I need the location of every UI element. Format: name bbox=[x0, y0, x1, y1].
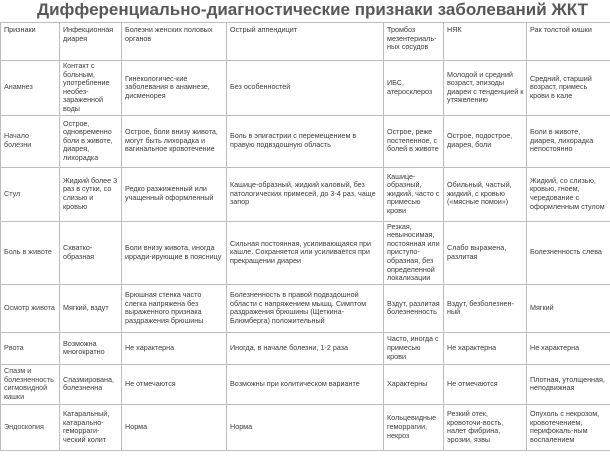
table-cell: Характерны bbox=[384, 364, 444, 404]
table-cell: Опухоль с некрозом, кровотечением, перифокаль-ным воспалением bbox=[527, 404, 610, 450]
row-label: Эндоскопия bbox=[1, 404, 60, 450]
table-row bbox=[1, 404, 610, 450]
table-cell: Жидкий, со слизью, кровью, гноем, чередование с оформленным стулом bbox=[527, 167, 610, 221]
table-cell: Норма bbox=[227, 404, 384, 450]
diagnostic-table bbox=[0, 22, 610, 451]
col-header: Острый аппендицит bbox=[227, 23, 384, 61]
col-header: Тромбоз мезентериаль-ных сосудов bbox=[384, 23, 444, 61]
col-header: Болезни женских половых органов bbox=[122, 23, 227, 61]
table-cell: Плотная, утолщенная, неподвижная bbox=[527, 364, 610, 404]
table-cell: Острое, боли внизу живота, могут быть лихорадка и вагинальное кровотечение bbox=[122, 115, 227, 167]
table-cell: Контакт с больным, употребление необез-зараженной воды bbox=[60, 61, 122, 116]
table-cell: Боли в животе, диарея, лихорадка непостоянно bbox=[527, 115, 610, 167]
table-row bbox=[1, 221, 610, 284]
col-header: Инфекционная диарея bbox=[60, 23, 122, 61]
table-cell: Спазмирована, болезненна bbox=[60, 364, 122, 404]
table-cell: Иногда, в начале болезни, 1-2 раза bbox=[227, 332, 384, 364]
row-label: Осмотр живота bbox=[1, 284, 60, 332]
table-cell: Кольцевидные геморрагии, некроз bbox=[384, 404, 444, 450]
table-cell: Болезненность слева bbox=[527, 221, 610, 284]
col-header: Рак толстой кишки bbox=[527, 23, 610, 61]
row-label: Начало болезни bbox=[1, 115, 60, 167]
table-cell: Средний, старший возраст, примесь крови в кале bbox=[527, 61, 610, 116]
table-cell: Острое, одновременно боли в животе, диарея, лихорадка bbox=[60, 115, 122, 167]
table-cell: Обильный, частый, жидкий, с кровью («мясные помои») bbox=[444, 167, 527, 221]
table-cell: Без особенностей bbox=[227, 61, 384, 116]
table-row bbox=[1, 61, 610, 116]
table-cell: Резкий отек, кровоточи-вость, налет фибрина, эрозии, язвы bbox=[444, 404, 527, 450]
table-cell: Возможны при колитическом варианте bbox=[227, 364, 384, 404]
table-cell: Слабо выражена, разлитая bbox=[444, 221, 527, 284]
table-cell: Острое, подострое, диарея, боли bbox=[444, 115, 527, 167]
table-cell: Брюшная стенка часто слегка напряжена без выраженного признака раздражения брюшины bbox=[122, 284, 227, 332]
col-header: НЯК bbox=[444, 23, 527, 61]
row-label: Анамнез bbox=[1, 61, 60, 116]
table-cell: Катаральный, катарально-геморраги-ческий колит bbox=[60, 404, 122, 450]
table-cell: Болезненность в правой подвздошной области с напряжением мышц. Симптом раздражения брюшины (Щеткина-Блюмберга) положительный bbox=[227, 284, 384, 332]
table-row bbox=[1, 115, 610, 167]
table-cell: Кашице-образный, жидкий каловый, без патологических примесей, до 3-4 раз, чаще запор bbox=[227, 167, 384, 221]
table-cell: ИБС, атеросклероз bbox=[384, 61, 444, 116]
table-cell: Молодой и средний возраст, эпизоды диареи с тенденцией к утяжелению bbox=[444, 61, 527, 116]
table-cell: Возможна многократно bbox=[60, 332, 122, 364]
row-label: Рвота bbox=[1, 332, 60, 364]
header-row bbox=[1, 23, 610, 61]
table-cell: Острое, реже постепенное, с болей в животе bbox=[384, 115, 444, 167]
table-cell: Часто, иногда с примесью крови bbox=[384, 332, 444, 364]
table-cell: Жидкий более 3 раз в сутки, со слизью и кровью bbox=[60, 167, 122, 221]
table-cell: Схватко-образная bbox=[60, 221, 122, 284]
table-cell: Не отмечаются bbox=[122, 364, 227, 404]
table-row bbox=[1, 332, 610, 364]
table-cell: Кашице-образный, жидкий, часто с примесью крови bbox=[384, 167, 444, 221]
table-cell: Резкая, невыносимая, постоянная или приступо-образная, без определенной локализации bbox=[384, 221, 444, 284]
table-cell: Не характерна bbox=[527, 332, 610, 364]
table-cell: Вздут, разлитая болезненность bbox=[384, 284, 444, 332]
table-row bbox=[1, 284, 610, 332]
table-cell: Вздут, безболезнен-ный bbox=[444, 284, 527, 332]
table-cell: Гинекологичес-кие заболевания в анамнезе, дисменорея bbox=[122, 61, 227, 116]
row-label: Спазм и болезненность сигмовидной кишки bbox=[1, 364, 60, 404]
table-cell: Не отмечаются bbox=[444, 364, 527, 404]
page-title: Дифференциально-диагностические признаки заболеваний ЖКТ bbox=[37, 0, 588, 19]
table-row bbox=[1, 364, 610, 404]
table-cell: Норма bbox=[122, 404, 227, 450]
col-header: Признаки bbox=[1, 23, 60, 61]
table-cell: Мягкий bbox=[527, 284, 610, 332]
table-cell: Не характерна bbox=[444, 332, 527, 364]
row-label: Боль в животе bbox=[1, 221, 60, 284]
table-cell: Боли внизу живота, иногда ирради-ирующие в поясницу bbox=[122, 221, 227, 284]
table-cell: Сильная постоянная, усиливающаяся при кашле. Сохраняется или усиливается при прекращении диареи bbox=[227, 221, 384, 284]
row-label: Стул bbox=[1, 167, 60, 221]
table-row bbox=[1, 167, 610, 221]
table-cell: Не характерна bbox=[122, 332, 227, 364]
table-cell: Редко разжиженный или учащенный оформленный bbox=[122, 167, 227, 221]
table-cell: Мягкий, вздут bbox=[60, 284, 122, 332]
table-cell: Боль в эпигастрии с перемещением в правую подвздошную область bbox=[227, 115, 384, 167]
